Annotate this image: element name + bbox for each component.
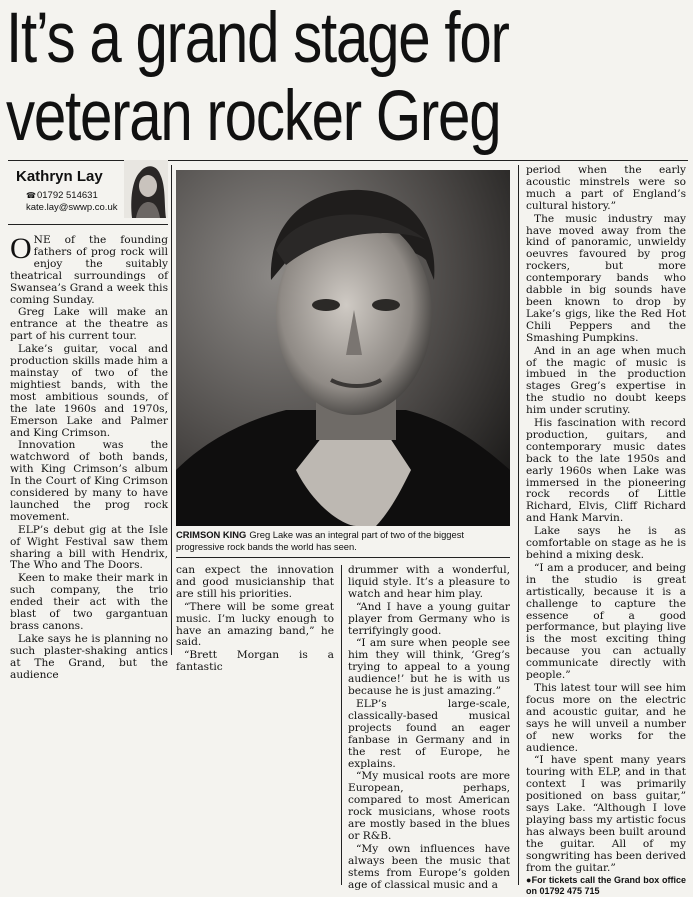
- paragraph: This latest tour will see him focus more on the electric and acoustic guitar, and he says he will unveil a number of new works for the audience.: [526, 681, 686, 754]
- paragraph: period when the early acoustic minstrels were so much a part of England’s cultural history.”: [526, 164, 686, 212]
- byline-rule: [8, 224, 168, 225]
- paragraph: “I have spent many years touring with ELP, and in that context I was primarily positioned on bass guitar,” says Lake. “Although I love playing bass my artistic focus has always been built around the guitar. All of my songwriting has been derived from the guitar.”: [526, 754, 686, 874]
- paragraph: ELP’s large-scale, classically-based musical projects found an eager fanbase in Germany and in the rest of Europe, he explains.: [348, 697, 510, 770]
- phone-icon: ☎: [26, 191, 36, 200]
- caption-kicker: CRIMSON KING: [176, 529, 247, 540]
- paragraph: drummer with a wonderful, liquid style. It’s a pleasure to watch and hear him play.: [348, 564, 510, 600]
- paragraph: Keen to make their mark in such company, the trio ended their act with the blast of two gargantuan brass canons.: [10, 572, 168, 632]
- paragraph: can expect the innovation and good musicianship that are still his priorities.: [176, 564, 334, 600]
- paragraph: [10, 232, 168, 306]
- headline: [6, 0, 567, 156]
- byline-phone: [26, 190, 98, 201]
- paragraph: “My musical roots are more European, perhaps, compared to most American rock musicians, whose roots are mostly based in the blues or R&B.: [348, 770, 510, 842]
- caption-rule: [176, 557, 510, 558]
- paragraph: The music industry may have moved away from the kind of panoramic, unwieldy oeuvres favoured by prog rockers, but more contemporary bands who dabble in big sounds have been known to drop by Lake’s gigs, like the Red Hot Chili Peppers and the Smashing Pumpkins.: [526, 212, 686, 344]
- byline-email: kate.lay@swwp.co.uk: [26, 202, 118, 213]
- byline: [10, 166, 168, 220]
- paragraph: Lake’s guitar, vocal and production skills made him a mainstay of two of the mightiest bands, with the most ambitious sounds, of the late 1960s and 1970s, Emerson Lake and Palmer and King Crimson.: [10, 343, 168, 439]
- paragraph: “Brett Morgan is a fantastic: [176, 649, 334, 674]
- ticket-info: ●For tickets call the Grand box office on 01792 475 715: [526, 875, 686, 897]
- paragraph: “I am a producer, and being in the studio is great artistically, because it is a challenge to capture the essence of a good performance, but playing live is the most exciting thing because you can actually communicate directly with people.”: [526, 561, 686, 682]
- greg-lake-photo: [176, 170, 510, 526]
- paragraph: “And I have a young guitar player from Germany who is terrifyingly good.: [348, 600, 510, 637]
- paragraph: ELP’s debut gig at the Isle of Wight Festival saw them sharing a bill with Hendrix, The Who and The Doors.: [10, 523, 168, 572]
- column-rule-left: [171, 165, 172, 655]
- paragraph: “My own influences have always been the music that stems from Europe’s golden age of classical music and a: [348, 842, 510, 891]
- photo-caption: [176, 529, 510, 553]
- paragraph: His fascination with record production, guitars, and contemporary music dates back to the late 1950s and early 1960s when Lake was immersed in the pioneering rock records of Little Richard, Elvis, Cliff Richard and Hank Marvin.: [526, 417, 686, 525]
- paragraph-text: NE of the founding fathers of prog rock will enjoy the suitably theatrical surroundings of Swansea’s Grand a week this coming Sunday.: [10, 234, 168, 306]
- paragraph: Innovation was the watchword of both bands, with King Crimson’s album In the Court of King Crimson considered by many to have launched the prog rock movement.: [10, 439, 168, 523]
- headline-line-2: veteran rocker Greg: [6, 77, 501, 156]
- headline-line-1: It’s a grand stage for: [6, 0, 509, 78]
- paragraph: Lake says he is planning no such plaster-shaking antics at The Grand, but the audience: [10, 632, 168, 681]
- paragraph: “I am sure when people see him they will think, ‘Greg’s trying to appeal to a young audience!’ but he is with us because he is just amazing.”: [348, 637, 510, 698]
- paragraph: Lake says he is as comfortable on stage as he is behind a mixing desk.: [526, 525, 686, 561]
- column-1: [10, 232, 168, 681]
- byline-phone-number: 01792 514631: [36, 190, 98, 201]
- paragraph: Greg Lake will make an entrance at the theatre as part of his current tour.: [10, 306, 168, 343]
- caption-text: Greg Lake was an integral part of two of the biggest progressive rock bands the world has seen.: [176, 529, 465, 552]
- column-3: [348, 565, 510, 890]
- column-2: [176, 564, 334, 674]
- column-rule-middle: [341, 565, 342, 885]
- byline-name: Kathryn Lay: [16, 168, 103, 185]
- headline-rule: [8, 160, 688, 161]
- column-rule-right: [518, 165, 519, 885]
- column-4: [526, 164, 686, 897]
- author-avatar: [124, 160, 168, 218]
- paragraph: “There will be some great music. I’m lucky enough to have an amazing band,” he said.: [176, 600, 334, 649]
- paragraph: And in an age when much of the magic of music is imbued in the production stages Greg’s expertise in the studio no doubt keeps him under scrutiny.: [526, 344, 686, 417]
- drop-cap: O: [10, 232, 32, 265]
